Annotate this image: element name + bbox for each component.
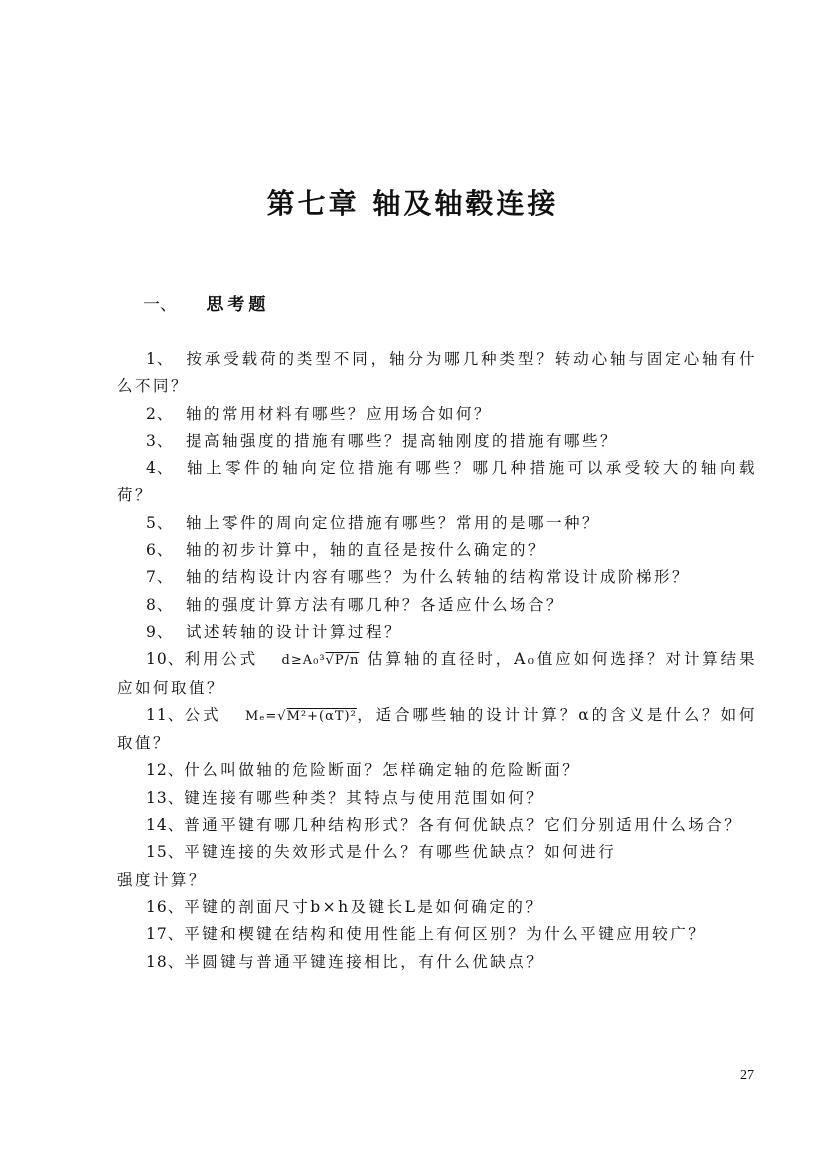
- question-text: 利用公式: [184, 650, 259, 669]
- section-title: 思考题: [206, 295, 270, 315]
- question-text: 平键连接的失效形式是什么？有哪些优缺点？如何进行: [184, 843, 617, 862]
- question-number: 5、: [146, 513, 174, 532]
- question-number: 13、: [146, 788, 185, 807]
- question-text: 半圆键与普通平键连接相比，有什么优缺点？: [184, 952, 545, 971]
- question-item: [117, 619, 757, 646]
- question-number: 12、: [146, 761, 185, 780]
- question-text: 试述转轴的设计计算过程？: [186, 622, 403, 641]
- question-text: 轴的初步计算中，轴的直径是按什么确定的？: [186, 541, 547, 560]
- question-item: [117, 510, 757, 537]
- question-item: [117, 428, 757, 455]
- question-text: 强度计算？: [117, 870, 208, 889]
- question-number: 9、: [146, 622, 174, 641]
- question-item: [117, 757, 757, 784]
- question-item: [117, 839, 757, 866]
- question-number: 15、: [146, 843, 185, 862]
- question-item: [117, 401, 757, 428]
- question-text: 什么叫做轴的危险断面？怎样确定轴的危险断面？: [184, 761, 581, 780]
- question-number: 7、: [146, 568, 174, 587]
- question-item: [117, 564, 757, 591]
- question-text: 平键和楔键在结构和使用性能上有何区别？为什么平键应用较广？: [184, 925, 707, 944]
- question-item: [117, 921, 757, 948]
- question-number: 18、: [146, 952, 185, 971]
- question-text: 键连接有哪些种类？其特点与使用范围如何？: [184, 788, 545, 807]
- question-number: 3、: [146, 431, 174, 450]
- formula: Mₑ=√: [245, 708, 287, 724]
- question-text: 轴的结构设计内容有哪些？为什么转轴的结构常设计成阶梯形？: [186, 568, 691, 587]
- question-number: 11、: [146, 705, 185, 724]
- question-item: [117, 537, 757, 564]
- question-number: 2、: [146, 404, 174, 423]
- question-item: [117, 455, 757, 510]
- section-number: 一、: [143, 295, 177, 315]
- question-item: [117, 812, 757, 839]
- question-item: [117, 785, 757, 812]
- question-item: [117, 646, 757, 702]
- question-list: [117, 346, 757, 976]
- question-number: 17、: [146, 925, 185, 944]
- section-heading: [143, 290, 269, 315]
- question-item: [117, 702, 757, 758]
- question-text: ，适合哪些轴的设计计算？α的含义是什么？如何取值？: [117, 705, 758, 753]
- question-number: 14、: [146, 816, 185, 835]
- question-number: 4、: [146, 459, 174, 478]
- formula: d≥A₀³: [281, 653, 326, 669]
- page-number: 27: [740, 1068, 754, 1083]
- question-text: 提高轴强度的措施有哪些？提高轴刚度的措施有哪些？: [186, 431, 619, 450]
- question-item: [117, 592, 757, 619]
- question-text: 估算轴的直径时，A₀值应如何选择？对计算结果应如何取值？: [117, 650, 757, 697]
- question-text: 轴上零件的轴向定位措施有哪些？哪几种措施可以承受较大的轴向载荷？: [117, 459, 757, 505]
- question-text: 轴上零件的周向定位措施有哪些？常用的是哪一种？: [186, 513, 601, 532]
- question-number: 16、: [146, 897, 185, 916]
- question-item: [117, 949, 757, 976]
- question-text: 普通平键有哪几种结构形式？各有何优缺点？它们分别适用什么场合？: [184, 816, 743, 835]
- formula-radicand: √P/n: [325, 653, 360, 669]
- question-text: 公式: [184, 705, 222, 724]
- question-item: [117, 346, 757, 401]
- formula-radicand: M²+(αT)²: [286, 708, 357, 724]
- question-text: 轴的强度计算方法有哪几种？各适应什么场合？: [186, 595, 565, 614]
- question-text: 轴的常用材料有哪些？应用场合如何？: [186, 404, 493, 423]
- question-number: 6、: [146, 541, 174, 560]
- question-number: 8、: [146, 595, 174, 614]
- question-number: 10、: [146, 650, 185, 669]
- question-text: 平键的剖面尺寸b×h及键长L是如何确定的？: [184, 897, 544, 916]
- question-number: 1、: [146, 350, 174, 368]
- question-item-continuation: [117, 867, 757, 894]
- question-text: 按承受载荷的类型不同，轴分为哪几种类型？转动心轴与固定心轴有什么不同？: [117, 350, 757, 396]
- chapter-title: 第七章 轴及轴毂连接: [266, 187, 559, 220]
- question-item: [117, 894, 757, 921]
